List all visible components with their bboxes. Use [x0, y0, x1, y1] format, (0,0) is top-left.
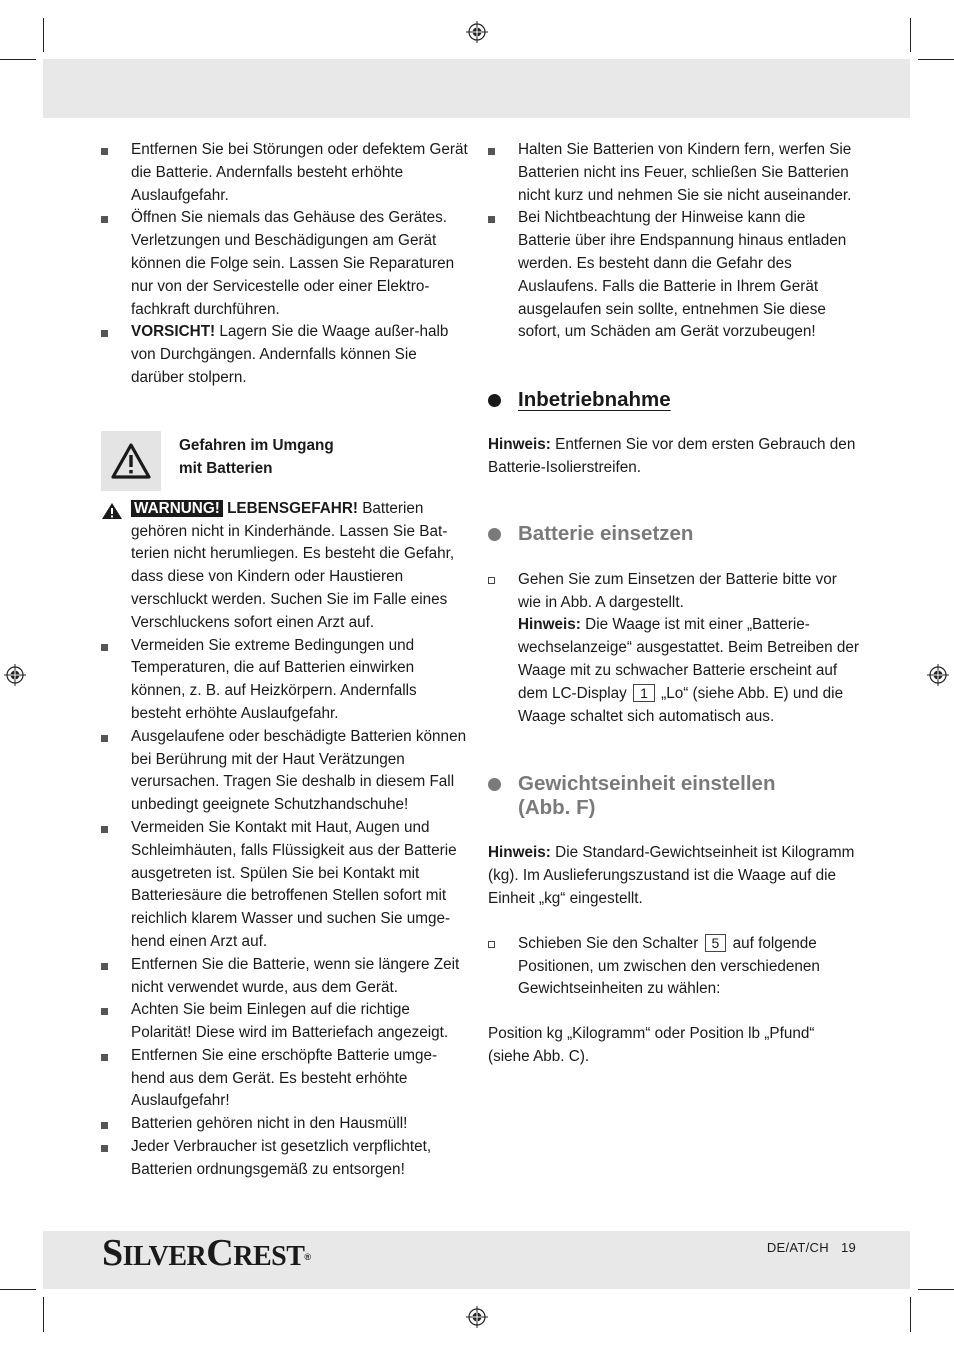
list-item-vorsicht: [101, 321, 471, 389]
hazard-icon-box: [101, 431, 161, 491]
registration-mark-icon: [466, 1306, 488, 1328]
list-item: [101, 1113, 471, 1136]
list-item: [101, 817, 471, 954]
list-item: [101, 1136, 471, 1182]
hinweis-paragraph: [488, 842, 860, 910]
registration-mark-icon: [927, 664, 949, 686]
hazard-title-line-1: Gefahren im Umgang: [179, 436, 334, 454]
step-text: Gehen Sie zum Einsetzen der Batterie bitte vor wie in Abb. A dargestellt.: [518, 570, 837, 611]
square-bullet-icon: [101, 1145, 108, 1152]
list-item: [101, 1045, 471, 1113]
list-item: [488, 139, 860, 207]
hazard-title-line-2: mit Batterien: [179, 459, 273, 477]
step-item: [488, 569, 860, 729]
list-item: [101, 999, 471, 1045]
position-paragraph: Position kg „Kilogramm“ oder Position lb „Pfund“ (siehe Abb. C).: [488, 1025, 815, 1065]
hinweis-label: Hinweis:: [518, 616, 581, 634]
square-bullet-icon: [101, 826, 108, 833]
footer-info: [755, 1240, 856, 1255]
list-item-text: Entfernen Sie die Batterie, wenn sie längere Zeit nicht verwendet wurde, aus dem Gerät.: [131, 955, 460, 996]
list-item-text: Halten Sie Batterien von Kindern fern, werfen Sie Batterien nicht ins Feuer, schließen Sie Batterien nicht kurz und nehmen Sie sie nicht auseinander.: [518, 141, 852, 204]
list-item-text: Entfernen Sie eine erschöpfte Batterie umge-hend aus dem Gerät. Es besteht erhöhte Auslaufgefahr!: [131, 1046, 438, 1110]
hinweis-text: Die Waage ist mit einer „Batterie-wechselanzeige“ ausgestattet. Beim Betreiben der Waage mit zu schwacher Batterie erscheint auf dem LC-Display: [518, 616, 859, 702]
crop-mark: [910, 1297, 911, 1332]
locale-label: DE/AT/CH: [766, 1240, 829, 1255]
crop-mark: [43, 18, 44, 52]
crop-mark: [0, 1289, 36, 1290]
section-dot-icon: [488, 778, 501, 791]
square-bullet-icon: [101, 1054, 108, 1061]
crop-mark: [0, 59, 36, 60]
right-column: [488, 139, 860, 1069]
section-heading-text: Inbetriebnahme: [518, 388, 671, 412]
list-item: [101, 139, 471, 207]
list-item: [101, 726, 471, 817]
step-item: [488, 933, 860, 1001]
square-bullet-icon: [488, 216, 495, 223]
hinweis-text: Entfernen Sie vor dem ersten Gebrauch den Batterie-Isolierstreifen.: [488, 436, 856, 476]
list-item-text: Entfernen Sie bei Störungen oder defektem Gerät die Batterie. Andernfalls besteht erhöhte Auslaufgefahr.: [131, 141, 468, 204]
list-item-text: Bei Nichtbeachtung der Hinweise kann die Batterie über ihre Endspannung hinaus entladen werden. Es besteht dann die Gefahr des Auslaufens. Falls die Batterie in Ihrem Gerät ausgelaufen sein sollte, entnehmen Sie diese sofort, um Schäden am Gerät vorzubeugen!: [518, 209, 847, 341]
hinweis-label: Hinweis:: [488, 436, 551, 454]
section-heading-text: (Abb. F): [518, 796, 596, 820]
step-text: Schieben Sie den Schalter: [518, 934, 703, 952]
list-item-text: Jeder Verbraucher ist gesetzlich verpflichtet, Batterien ordnungsgemäß zu entsorgen!: [131, 1138, 432, 1178]
list-item-text: Achten Sie beim Einlegen auf die richtige Polarität! Diese wird im Batteriefach angezeigt.: [131, 1001, 449, 1042]
hinweis-paragraph: [488, 434, 860, 480]
warning-paragraph: [101, 498, 471, 635]
warning-triangle-icon: [110, 442, 152, 480]
crop-mark: [918, 59, 954, 60]
square-bullet-icon: [101, 216, 108, 223]
warnung-text: Batterien gehören nicht in Kinderhände. Lassen Sie Bat-terien nicht herumliegen. Es besteht die Gefahr, dass diese von Kindern oder Haustieren verschluckt werden. Suchen Sie im Falle eines Verschluckens sofort einen Arzt auf.: [131, 499, 455, 631]
list-item-text: Vermeiden Sie Kontakt mit Haut, Augen und Schleimhäuten, falls Flüssigkeit aus der Batterie ausgetreten ist. Spülen Sie bei Kontakt mit Batteriesäure die betroffenen Stellen sofort mit reichlich klarem Wasser und suchen Sie umge-hend einen Arzt auf.: [131, 818, 457, 950]
square-bullet-icon: [101, 644, 108, 651]
vorsicht-label: VORSICHT!: [131, 323, 216, 341]
registration-mark-icon: [4, 664, 26, 686]
part-reference: 5: [705, 934, 727, 952]
warnung-label: WARNUNG!: [131, 500, 223, 517]
list-item: [101, 207, 471, 321]
hinweis-text: „Lo“ (siehe Abb. E) und die Waage schaltet sich automatisch aus.: [518, 684, 844, 725]
checkbox-bullet-icon: [488, 941, 495, 948]
hinweis-label: Hinweis:: [488, 844, 551, 862]
square-bullet-icon: [101, 330, 108, 337]
header-band: [43, 59, 910, 118]
section-heading-batterie: [488, 522, 860, 546]
crop-mark: [43, 1297, 44, 1332]
square-bullet-icon: [101, 148, 108, 155]
part-reference: 1: [633, 684, 655, 702]
square-bullet-icon: [488, 148, 495, 155]
list-item: [101, 954, 471, 1000]
section-heading-inbetriebnahme: [488, 388, 860, 412]
section-heading-text: Gewichtseinheit einstellen: [518, 772, 776, 796]
list-item-text: Batterien gehören nicht in den Hausmüll!: [131, 1115, 408, 1133]
section-heading-gewicht: [488, 772, 860, 820]
step-text: auf folgende Positionen, um zwischen den verschiedenen Gewichtseinheiten zu wählen:: [518, 934, 820, 998]
list-item-text: Öffnen Sie niemals das Gehäuse des Gerätes. Verletzungen und Beschädigungen am Gerät können die Folge sein. Lassen Sie Reparaturen nur von der Servicestelle oder einer Elektro-fachkraft durchführen.: [131, 209, 455, 318]
checkbox-bullet-icon: [488, 577, 495, 584]
list-item-text: Vermeiden Sie extreme Bedingungen und Temperaturen, die auf Batterien einwirken können, z. B. auf Heizkörpern. Andernfalls besteht erhöhte Auslaufgefahr.: [131, 636, 417, 722]
section-dot-icon: [488, 528, 501, 541]
warning-triangle-icon: [101, 502, 123, 520]
battery-hazard-box: [101, 431, 471, 491]
crop-mark: [910, 18, 911, 52]
lebensgefahr-label: LEBENSGEFAHR!: [227, 499, 358, 517]
registration-mark-icon: [466, 21, 488, 43]
page-number: 19: [840, 1240, 856, 1255]
vorsicht-text: Lagern Sie die Waage außer-halb von Durchgängen. Andernfalls können Sie darüber stolpern.: [131, 323, 449, 386]
list-item: [101, 635, 471, 726]
left-column: [101, 139, 471, 1182]
square-bullet-icon: [101, 1008, 108, 1015]
silvercrest-logo: SILVERCREST®: [102, 1232, 311, 1274]
section-heading-text: Batterie einsetzen: [518, 521, 694, 545]
hazard-title: [179, 435, 334, 481]
section-dot-icon: [488, 394, 501, 407]
square-bullet-icon: [101, 735, 108, 742]
hinweis-text: Die Standard-Gewichtseinheit ist Kilogramm (kg). Im Auslieferungszustand ist die Waage auf die Einheit „kg“ eingestellt.: [488, 844, 855, 907]
list-item: [488, 207, 860, 344]
crop-mark: [918, 1289, 954, 1290]
list-item-text: Ausgelaufene oder beschädigte Batterien können bei Berührung mit der Haut Verätzungen verursachen. Tragen Sie deshalb in diesem Fall unbedingt geeignete Schutzhandschuhe!: [131, 727, 467, 814]
square-bullet-icon: [101, 1122, 108, 1129]
square-bullet-icon: [101, 963, 108, 970]
